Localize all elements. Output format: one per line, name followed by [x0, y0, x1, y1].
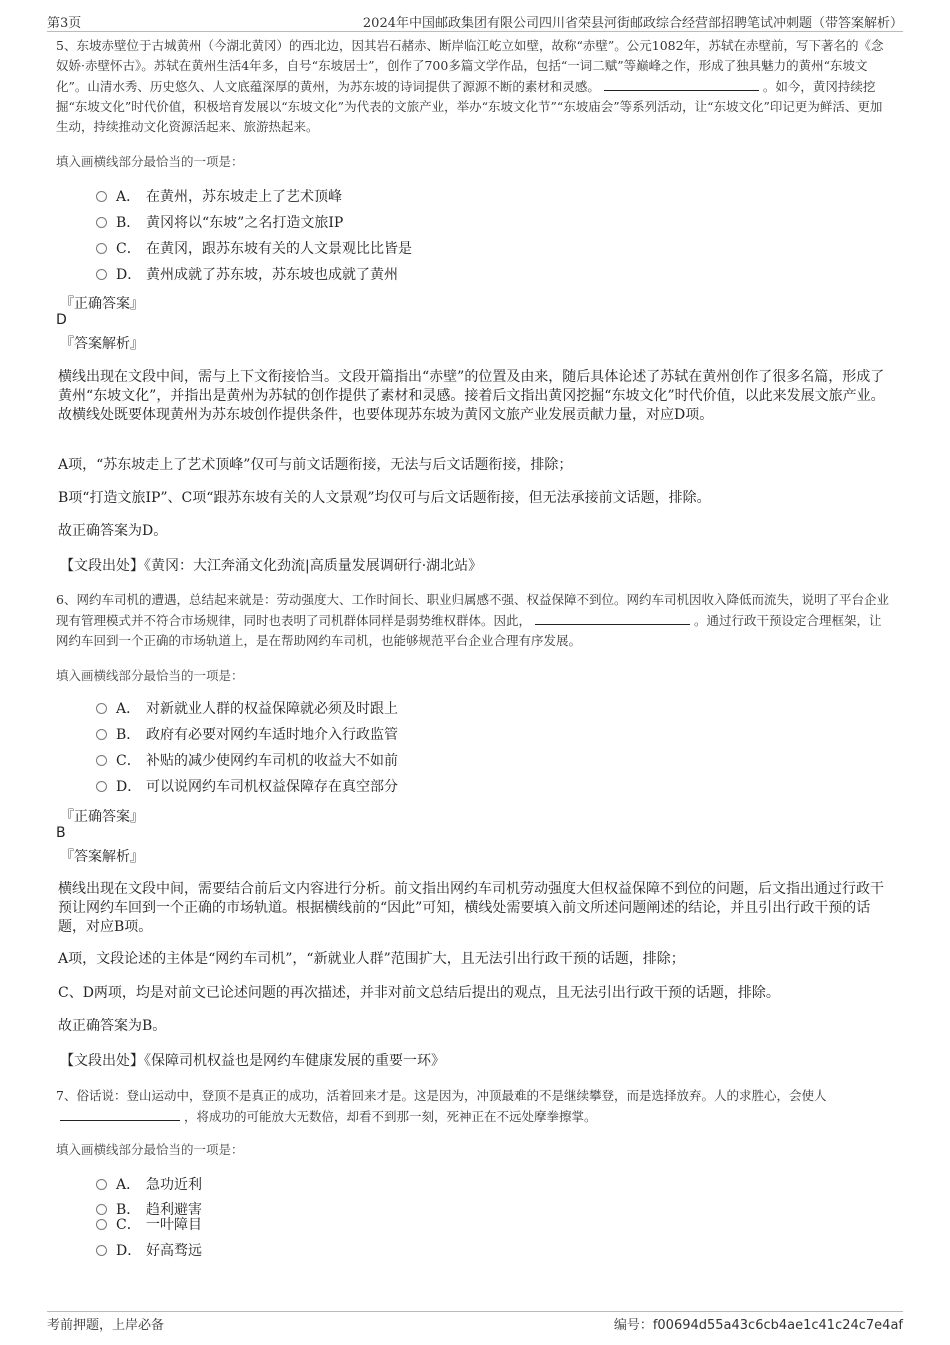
radio-icon[interactable]: [96, 729, 107, 740]
radio-icon[interactable]: [96, 1179, 107, 1190]
radio-icon[interactable]: [96, 755, 107, 766]
radio-icon[interactable]: [96, 1204, 107, 1215]
q6-answer: B: [56, 825, 66, 841]
q5-analysis-4: 故正确答案为D。: [58, 523, 168, 539]
radio-icon[interactable]: [96, 1219, 107, 1230]
radio-icon[interactable]: [96, 217, 107, 228]
q7-option-b[interactable]: B． 趋利避害: [96, 1199, 202, 1221]
q7-prompt: 填入画横线部分最恰当的一项是：: [56, 1142, 244, 1157]
q5-prompt: 填入画横线部分最恰当的一项是：: [56, 154, 244, 169]
q6-analysis-2: A项，文段论述的主体是“网约车司机”，“新就业人群”范围扩大，且无法引出行政干预的话题，排除；: [58, 951, 685, 967]
radio-icon[interactable]: [96, 1245, 107, 1256]
footer-slogan: 考前押题，上岸必备: [47, 1318, 165, 1333]
q5-source: 【文段出处】《黄冈：大江奔涌文化劲流|高质量发展调研行·湖北站》: [60, 558, 483, 574]
q5-option-d[interactable]: D． 黄州成就了苏东坡，苏东坡也成就了黄州: [96, 264, 398, 286]
q5-answer-label: 『正确答案』: [60, 296, 144, 312]
q6-analysis-4: 故正确答案为B。: [58, 1018, 167, 1034]
q5-answer: D: [56, 312, 67, 328]
q6-option-c[interactable]: C． 补贴的减少使网约车司机的收益大不如前: [96, 750, 398, 772]
q6-option-a[interactable]: A． 对新就业人群的权益保障就必须及时跟上: [96, 698, 398, 720]
q6-analysis-3: C、D两项，均是对前文已论述问题的再次描述，并非对前文总结后提出的观点，且无法引出行政干预的话题，排除。: [58, 985, 780, 1001]
q6-analysis-label: 『答案解析』: [60, 849, 144, 865]
radio-icon[interactable]: [96, 703, 107, 714]
q5-option-b[interactable]: B． 黄冈将以“东坡”之名打造文旅IP: [96, 212, 343, 234]
q7-blank: [60, 1106, 180, 1121]
radio-icon[interactable]: [96, 269, 107, 280]
q6-prompt: 填入画横线部分最恰当的一项是：: [56, 668, 244, 683]
q7-passage: 7、俗话说：登山运动中，登顶不是真正的成功，活着回来才是。这是因为，冲顶最难的不是继续攀登，而是选择放弃。人的求胜心，会使人，将成功的可能放大无数倍，却看不到那一刻，死神正在不远处摩拳擦掌。: [56, 1088, 827, 1124]
document-title: 2024年中国邮政集团有限公司四川省荣县河街邮政综合经营部招聘笔试冲刺题（带答案解析）: [362, 16, 903, 31]
q6-blank: [535, 610, 690, 625]
q6-analysis-1: 横线出现在文段中间，需要结合前后文内容进行分析。前文指出网约车司机劳动强度大但权益保障不到位的问题，后文指出通过行政干预让网约车回到一个正确的市场轨道。根据横线前的“因此”可知，横线处需要填入前文所述问题阐述的结论，并且引出行政干预的话题，对应B项。: [58, 881, 884, 935]
footer-id: 编号：f00694d55a43c6cb4ae1c41c24c7e4af: [613, 1318, 903, 1333]
q6-answer-label: 『正确答案』: [60, 809, 144, 825]
q5-analysis-2: A项，“苏东坡走上了艺术顶峰”仅可与前文话题衔接，无法与后文话题衔接，排除；: [58, 457, 573, 473]
q6-passage: 6、网约车司机的遭遇，总结起来就是：劳动强度大、工作时间长、职业归属感不强、权益保障不到位。网约车司机因收入降低而流失，说明了平台企业现有管理模式并不符合市场规律，同时也表明了司机群体同样是弱势维权群体。因此， 。通过行政干预设定合理框架，让网约车回到一个正确的市场轨道上，是在帮助网约车司机，也能够规范平台企业合理有序发展。: [56, 592, 889, 648]
radio-icon[interactable]: [96, 781, 107, 792]
q7-option-a[interactable]: A． 急功近利: [96, 1174, 202, 1196]
footer-divider: [47, 1311, 903, 1312]
q5-passage: 5、东坡赤壁位于古城黄州（今湖北黄冈）的西北边，因其岩石赭赤、断岸临江屹立如壁，故称“赤壁”。公元1082年，苏轼在赤壁前，写下著名的《念奴娇·赤壁怀古》。苏轼在黄州生活4年多，自号“东坡居士”，创作了700多篇文学作品，包括“一词二赋”等巅峰之作，形成了独具魅力的黄州“东坡文化”。山清水秀、历史悠久、人文底蕴深厚的黄州，为苏东坡的诗词提供了源源不断的素材和灵感。 。如今，黄冈持续挖掘“东坡文化”时代价值，积极培育发展以“东坡文化”为代表的文旅产业，举办“东坡文化节”“东坡庙会”等系列活动，让“东坡文化”印记更为鲜活、更加生动，持续推动文化资源活起来、旅游热起来。: [56, 38, 884, 134]
q5-analysis-1: 横线出现在文段中间，需与上下文衔接恰当。文段开篇指出“赤壁”的位置及由来，随后具体论述了苏轼在黄州创作了很多名篇，形成了黄州“东坡文化”，并指出是黄州为苏轼的创作提供了素材和灵感。接着后文指出黄冈挖掘“东坡文化”时代价值，以此来发展文旅产业。故横线处既要体现黄州为苏东坡创作提供条件，也要体现苏东坡为黄冈文旅产业发展贡献力量，对应D项。: [58, 369, 885, 423]
q7-option-d[interactable]: D． 好高骛远: [96, 1240, 202, 1262]
q6-option-b[interactable]: B． 政府有必要对网约车适时地介入行政监管: [96, 724, 398, 746]
q7-option-c[interactable]: C． 一叶障目: [96, 1214, 202, 1236]
radio-icon[interactable]: [96, 191, 107, 202]
header-divider: [47, 31, 903, 32]
q5-option-c[interactable]: C． 在黄冈，跟苏东坡有关的人文景观比比皆是: [96, 238, 412, 260]
q5-analysis-label: 『答案解析』: [60, 336, 144, 352]
q5-analysis-3: B项“打造文旅IP”、C项“跟苏东坡有关的人文景观”均仅可与后文话题衔接，但无法承接前文话题，排除。: [58, 490, 711, 506]
page-header: [47, 12, 903, 32]
q5-blank: [604, 76, 759, 91]
radio-icon[interactable]: [96, 243, 107, 254]
q6-option-d[interactable]: D． 可以说网约车司机权益保障存在真空部分: [96, 776, 398, 798]
page-number: 第3页: [47, 16, 82, 31]
q6-source: 【文段出处】《保障司机权益也是网约车健康发展的重要一环》: [60, 1053, 445, 1069]
q5-option-a[interactable]: A． 在黄州，苏东坡走上了艺术顶峰: [96, 186, 342, 208]
